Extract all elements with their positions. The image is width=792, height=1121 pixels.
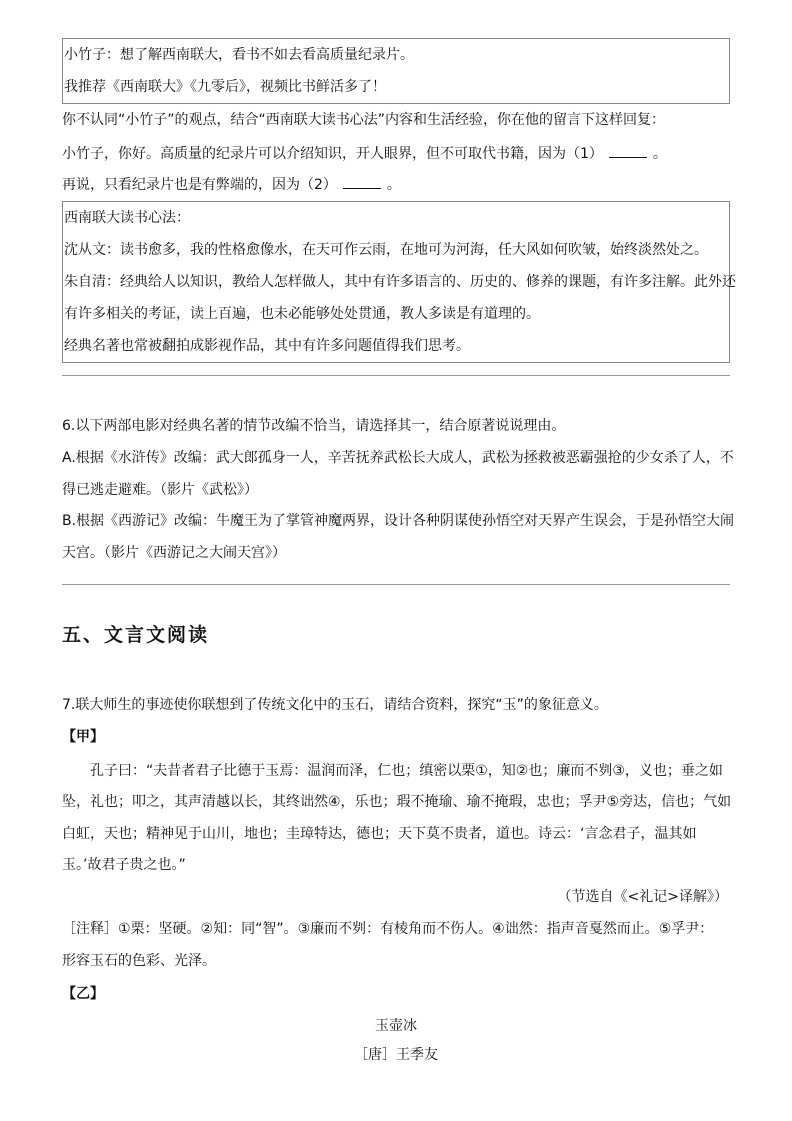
method-shen: 沈从文：读书愈多，我的性格愈像水，在天可作云雨，在地可为河海，任大风如何吹皱，始终淡然处之。 [64,242,708,258]
reply-line-1-text: 小竹子，你好。高质量的纪录片可以介绍知识，开人眼界，但不可取代书籍，因为（1） [62,146,603,162]
reply-line-1-end: 。 [652,146,667,162]
q7-jia-line-1: 孔子曰：“夫昔者君子比德于玉焉：温润而泽，仁也；缜密以栗①，知②也；廉而不刿③，义也；垂之如 [90,763,723,779]
poem-author: ［唐］王季友 [354,1047,438,1063]
q7-yi-label: 【乙】 [62,986,104,1002]
method-zhu-line-2: 有许多相关的考证，读上百遍，也未必能够处处贯通，教人多读是有道理的。 [64,306,540,322]
q7-note-line-1: ［注释］①栗：坚硬。②知：同“智”。③廉而不刿：有棱角而不伤人。④诎然：指声音戛然而止。⑤孚尹： [62,921,714,937]
q6-option-b-line-1: B.根据《西游记》改编：牛魔王为了掌管神魔两界，设计各种阴谋使孙悟空对天界产生误会，于是孙悟空大闹 [62,513,735,529]
answer-blank-1[interactable] [609,145,647,158]
reply-line-2-text: 再说，只看纪录片也是有弊端的，因为（2） [62,177,337,193]
q6-option-b-line-2: 天宫。（影片《西游记之大闹天宫》） [62,545,286,561]
answer-blank-2[interactable] [343,176,381,189]
method-title: 西南联大读书心法： [64,210,190,226]
poem-title: 玉壶冰 [375,1018,417,1034]
method-film: 经典名著也常被翻拍成影视作品，其中有许多问题值得我们思考。 [64,338,470,354]
q6-option-a-line-2: 得已逃走避难。（影片《武松》） [62,482,258,498]
reply-line-2 [62,175,401,195]
q7-jia-label: 【甲】 [62,729,104,745]
q6-option-a-line-1: A.根据《水浒传》改编：武大郎孤身一人，辛苦抚养武松长大成人，武松为拯救被恶霸强抢的少女杀了人，不 [62,450,734,466]
q6-stem: 6.以下两部电影对经典名著的情节改编不恰当，请选择其一，结合原著说说理由。 [62,418,566,434]
q7-jia-line-3: 白虹，天也；精神见于山川，地也；圭璋特达，德也；天下莫不贵者，道也。诗云：‘言念君子，温其如 [62,826,697,842]
section-5-heading: 五、文言文阅读 [62,624,210,646]
reply-line-1 [62,144,667,164]
divider-1 [62,375,730,376]
method-zhu-line-1: 朱自清：经典给人以知识，教给人怎样做人，其中有许多语言的、历史的、修养的课题，有许多注解。此外还 [64,274,736,290]
dialog-line-1: 小竹子：想了解西南联大，看书不如去看高质量纪录片。 [64,47,414,63]
q7-source: （节选自《<礼记>译解》） [557,889,728,905]
q7-jia-line-2: 坠，礼也；叩之，其声清越以长，其终诎然④，乐也；瑕不掩瑜、瑜不掩瑕，忠也；孚尹⑤旁达，信也；气如 [62,794,732,810]
dialog-line-2: 我推荐《西南联大》《九零后》，视频比书鲜活多了！ [64,79,386,95]
q7-jia-line-4: 玉。’故君子贵之也。” [62,857,186,873]
q7-stem: 7.联大师生的事迹使你联想到了传统文化中的玉石，请结合资料，探究“玉”的象征意义。 [62,697,608,713]
reply-instruction: 你不认同“小竹子”的观点，结合“西南联大读书心法”内容和生活经验，你在他的留言下这样回复： [62,112,666,128]
q7-note-line-2: 形容玉石的色彩、光泽。 [62,953,216,969]
reply-line-2-end: 。 [386,177,401,193]
divider-2 [62,584,730,585]
